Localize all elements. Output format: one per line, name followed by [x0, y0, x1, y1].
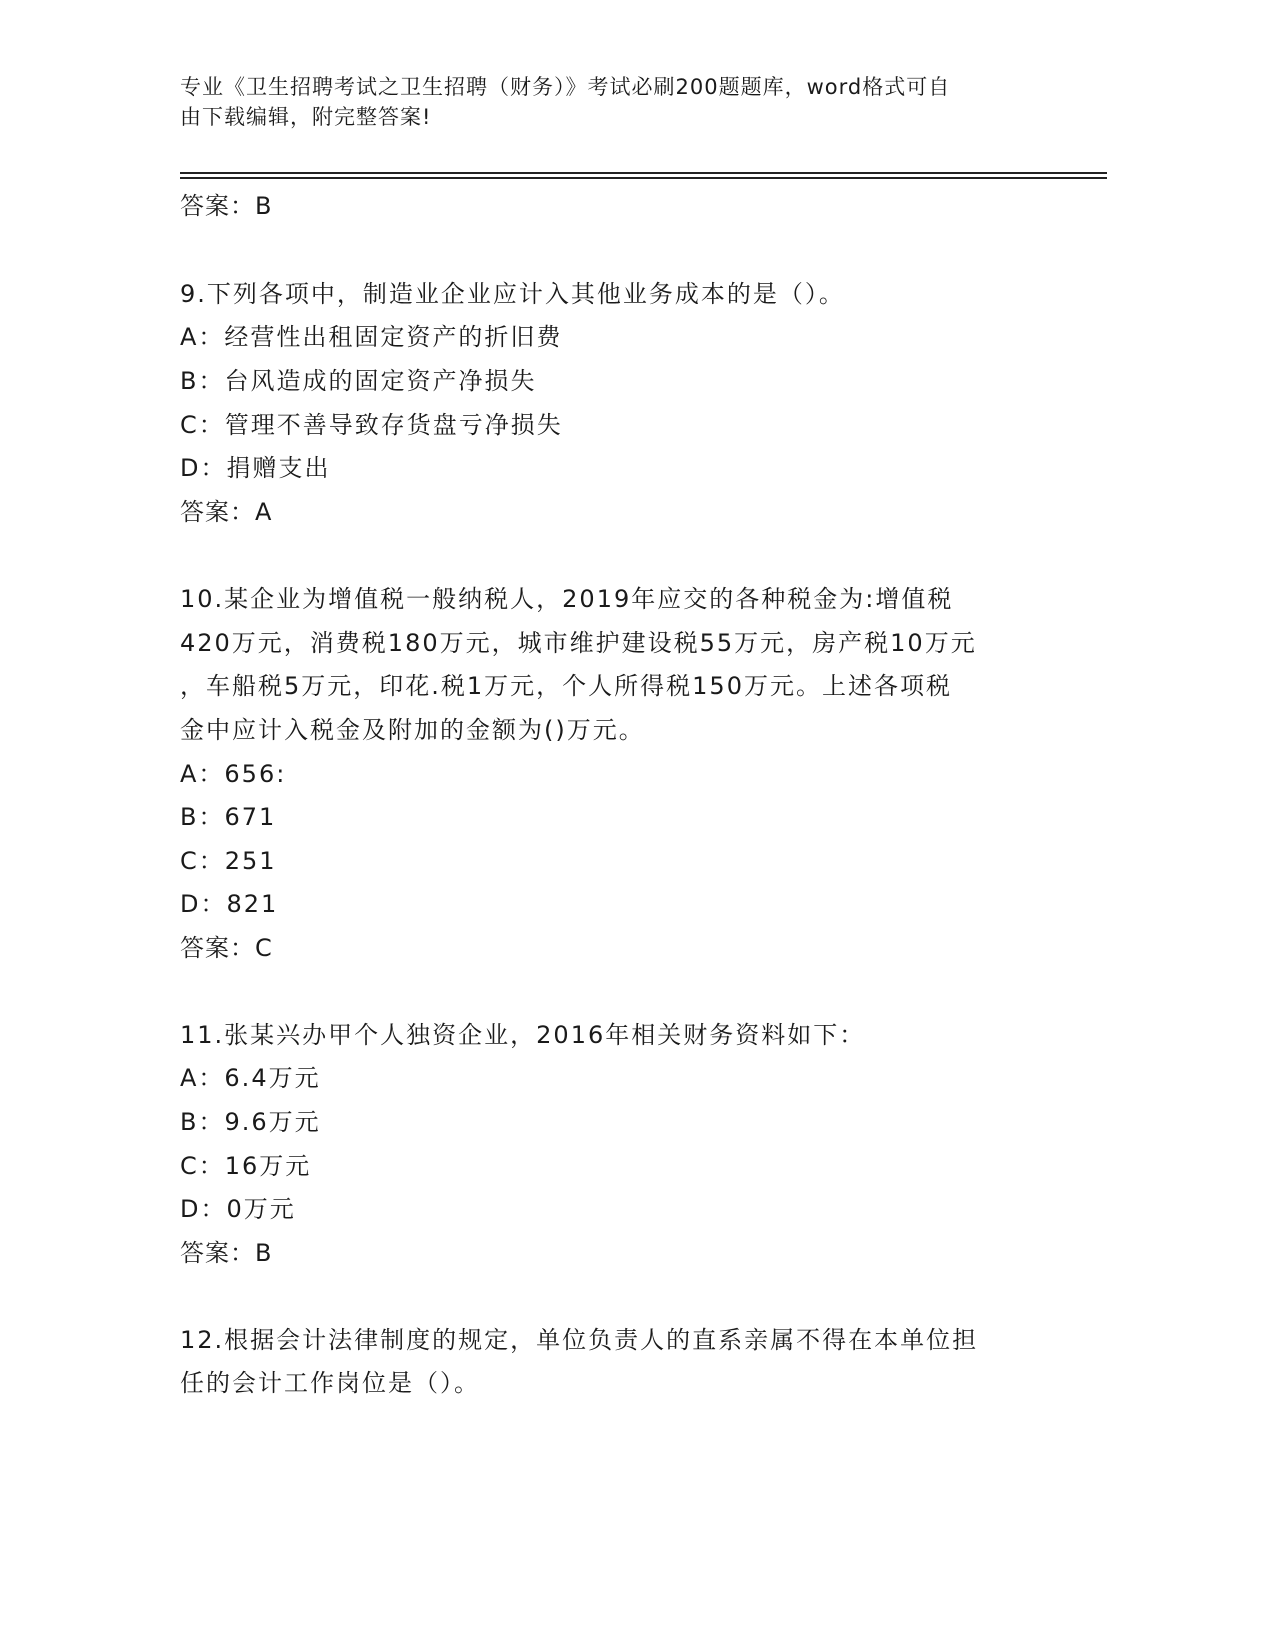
answer-q11: 答案：B [180, 1239, 273, 1267]
question-9-stem: 9.下列各项中，制造业企业应计入其他业务成本的是（）。 [180, 280, 845, 308]
document-header [180, 72, 1040, 132]
header-divider-bottom [180, 177, 1107, 179]
question-10-stem-line-3: ，车船税5万元，印花.税1万元，个人所得税150万元。上述各项税 [180, 672, 952, 700]
question-10-option-a: A：656: [180, 760, 287, 788]
header-line-1: 专业《卫生招聘考试之卫生招聘（财务）》考试必刷200题题库，word格式可自 [180, 75, 951, 99]
question-10-stem-line-2: 420万元，消费税180万元，城市维护建设税55万元，房产税10万元 [180, 629, 977, 657]
question-9-option-b: B：台风造成的固定资产净损失 [180, 367, 537, 395]
question-11-stem: 11.张某兴办甲个人独资企业，2016年相关财务资料如下： [180, 1021, 866, 1049]
question-10-option-c: C：251 [180, 847, 277, 875]
question-10-option-d: D：821 [180, 890, 279, 918]
question-11-option-b: B：9.6万元 [180, 1108, 321, 1136]
question-11-option-a: A：6.4万元 [180, 1064, 321, 1092]
answer-q10: 答案：C [180, 934, 273, 962]
header-divider-top [180, 172, 1107, 174]
question-9-option-c: C：管理不善导致存货盘亏净损失 [180, 411, 563, 439]
header-line-2: 由下载编辑，附完整答案! [180, 105, 432, 129]
question-12-stem-line-2: 任的会计工作岗位是（）。 [180, 1369, 480, 1397]
answer-q9: 答案：A [180, 498, 273, 526]
question-9-option-d: D：捐赠支出 [180, 454, 331, 482]
question-11-option-c: C：16万元 [180, 1152, 312, 1180]
question-10-stem-line-1: 10.某企业为增值税一般纳税人，2019年应交的各种税金为:增值税 [180, 585, 954, 613]
question-10-stem-line-4: 金中应计入税金及附加的金额为()万元。 [180, 716, 645, 744]
question-12-stem-line-1: 12.根据会计法律制度的规定，单位负责人的直系亲属不得在本单位担 [180, 1326, 979, 1354]
question-11-option-d: D：0万元 [180, 1195, 296, 1223]
question-9-option-a: A：经营性出租固定资产的折旧费 [180, 323, 563, 351]
question-10-option-b: B：671 [180, 803, 277, 831]
answer-q8: 答案：B [180, 192, 273, 220]
